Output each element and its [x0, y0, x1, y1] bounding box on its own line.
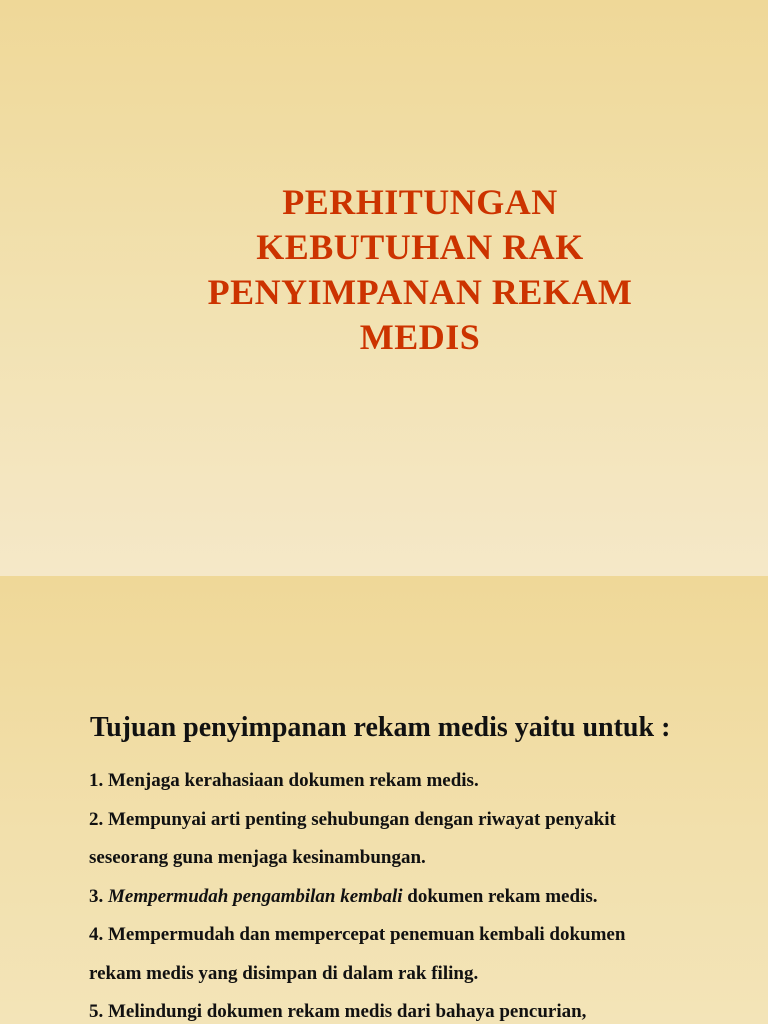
- list-item: [89, 993, 729, 1024]
- title-line: KEBUTUHAN RAK: [256, 227, 584, 267]
- title-line: MEDIS: [359, 317, 481, 357]
- title-line: PERHITUNGAN: [282, 182, 558, 222]
- item-text: Melindungi dokumen rekam medis dari bahaya pencurian,: [108, 1001, 587, 1022]
- item-text: Menjaga kerahasiaan dokumen rekam medis.: [108, 770, 479, 791]
- title-line: PENYIMPANAN REKAM: [207, 272, 633, 312]
- item-text: Mempermudah dan mempercepat penemuan kembali dokumen: [108, 924, 626, 945]
- list-item-continuation: [89, 839, 729, 878]
- item-italic-text: Mempermudah pengambilan kembali: [108, 885, 403, 907]
- list-item-continuation: [89, 955, 729, 994]
- slide-heading: Tujuan penyimpanan rekam medis yaitu untuk :: [90, 712, 671, 743]
- list-item: [89, 762, 729, 801]
- item-text: Mempunyai arti penting sehubungan dengan riwayat penyakit: [108, 808, 616, 830]
- item-number: 2.: [89, 808, 104, 830]
- item-number: 3.: [89, 885, 104, 907]
- content-slide: [0, 576, 768, 1024]
- list-item: [89, 801, 729, 840]
- item-number: 1.: [89, 770, 104, 791]
- slide-title: [150, 180, 690, 360]
- item-text: rekam medis yang disimpan di dalam rak filing.: [89, 962, 479, 984]
- item-number: 4.: [89, 924, 104, 945]
- list-item: [89, 878, 729, 917]
- list-item: [89, 916, 729, 955]
- item-text: seseorang guna menjaga kesinambungan.: [89, 847, 426, 868]
- item-number: 5.: [89, 1001, 104, 1022]
- purpose-list: [89, 762, 729, 1024]
- item-text: dokumen rekam medis.: [407, 885, 598, 907]
